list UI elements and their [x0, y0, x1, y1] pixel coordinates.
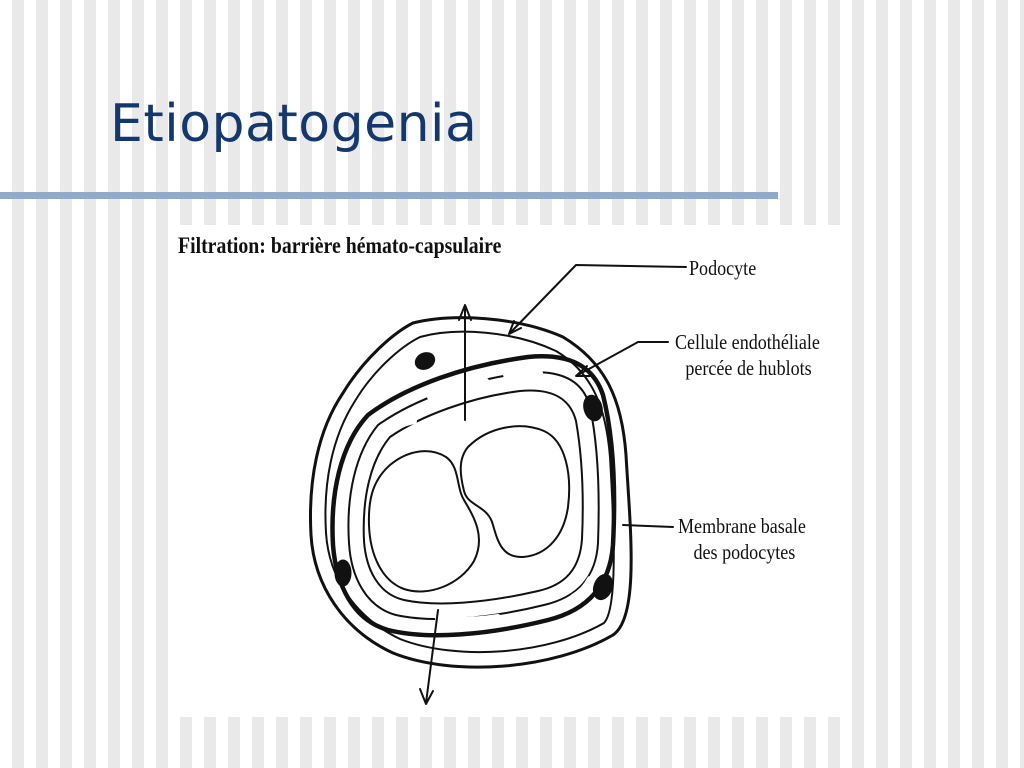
label-basement-membrane-line2: des podocytes — [693, 540, 796, 564]
label-basement-membrane — [678, 513, 806, 565]
diagram-figure — [168, 225, 846, 717]
fenestration-5 — [573, 579, 590, 597]
lumen-left-lobe — [369, 451, 479, 591]
label-endothelial-cell — [675, 329, 820, 381]
podocyte-leader-line — [510, 265, 686, 333]
fenestration-3 — [506, 373, 540, 375]
fenestration-4 — [438, 617, 498, 620]
label-podocyte: Podocyte — [689, 256, 757, 280]
fenestration-2 — [430, 381, 486, 397]
label-endothelial-cell-line1: Cellule endothéliale — [675, 330, 820, 354]
fenestration-1 — [378, 421, 414, 440]
lumen-right-lobe — [461, 426, 569, 557]
capillary-cross-section-drawing — [168, 225, 846, 717]
figure-heading: Filtration: barrière hémato-capsulaire — [178, 233, 502, 258]
podocyte-nucleus-left — [335, 560, 351, 586]
label-basement-membrane-line1: Membrane basale — [678, 514, 806, 538]
filtration-arrow-down — [426, 610, 438, 703]
endothelial-ring-inner — [364, 390, 583, 603]
title-divider — [0, 192, 778, 199]
slide-title: Etiopatogenia — [110, 94, 478, 154]
podocyte-nucleus-top-left — [413, 350, 438, 373]
label-endothelial-cell-line2: percée de hublots — [685, 356, 812, 380]
